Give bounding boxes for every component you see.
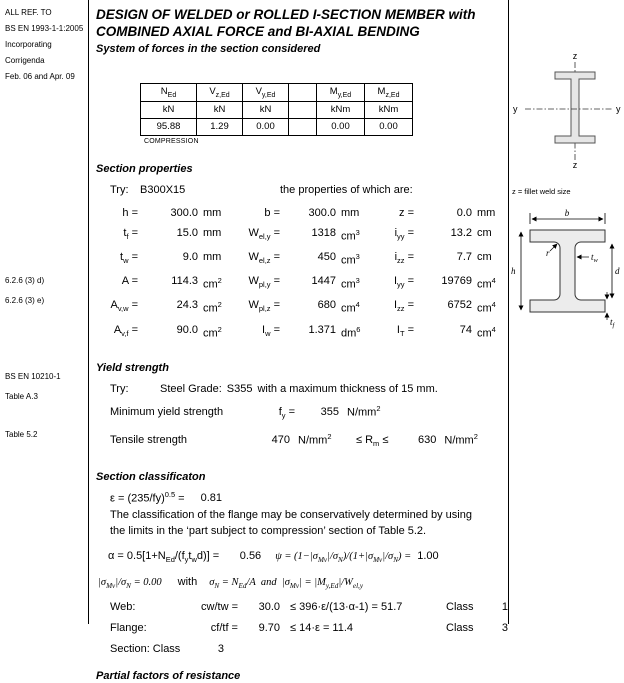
sigma-ratio: $|\sigma_{Mv}|/\sigma_N = 0.00$ xyxy=(98,577,162,591)
force-value-cell[interactable]: 0.00 xyxy=(365,118,413,135)
grade-value[interactable]: S355 xyxy=(226,382,253,395)
prop-unit: mm xyxy=(203,226,222,239)
tensile-label: Tensile strength xyxy=(110,434,188,447)
prop-label: $i_{yy}$ = xyxy=(394,226,414,242)
prop-value: 13.2 xyxy=(450,226,472,239)
ref-clause: 6.2.6 (3) e) xyxy=(5,296,45,305)
forces-gap-cell xyxy=(289,84,317,102)
prop-value: 15.0 xyxy=(176,226,198,239)
tensile-high-unit: $N/mm^2$ xyxy=(444,431,478,447)
tf-label: $t_f$ xyxy=(610,317,615,329)
forces-gap-cell xyxy=(289,118,317,135)
class-word: Class xyxy=(446,622,474,635)
sigma-line xyxy=(96,571,508,597)
thickness-text: with a maximum thickness of 15 mm. xyxy=(257,382,438,395)
main-content xyxy=(96,6,508,683)
y-axis-right-label: y xyxy=(616,104,621,114)
prop-label: $W_{pl,y}$ = xyxy=(248,275,280,290)
sigma-definitions: $\sigma_N = N_{Ed}/A$ and $|\sigma_{Mv}| = |M_{y,Ed}|/W_{el,y}$ xyxy=(209,577,363,591)
rm-bounds: ≤ $R_m$ ≤ xyxy=(356,434,389,449)
prop-label: $I_T$ = xyxy=(396,323,414,338)
prop-unit: $cm^2$ xyxy=(203,276,222,291)
force-header: $M_{z,Ed}$ xyxy=(365,84,413,102)
diagram-column xyxy=(509,0,624,624)
prop-value: 0.0 xyxy=(456,206,472,219)
prop-unit: cm xyxy=(477,251,492,264)
prop-label: $t_f$ = xyxy=(123,226,138,242)
web-class-value: 1 xyxy=(501,601,508,614)
min-yield-line xyxy=(96,399,508,427)
note-text: the limits in the ‘part subject to compression’ section of Table 5.2. xyxy=(110,525,427,538)
section-class-value: 3 xyxy=(217,643,224,656)
i-section-outline xyxy=(555,72,595,143)
prop-label: b = xyxy=(264,206,280,219)
ref-table: Table 5.2 xyxy=(5,430,38,439)
alpha-value: 0.56 xyxy=(239,550,262,563)
prop-label: $i_{zz}$ = xyxy=(394,251,414,266)
ref-note: Corrigenda xyxy=(5,56,45,65)
flange-class-value: 3 xyxy=(501,622,508,635)
web-limit: ≤ 396·ε/(13·α-1) = 51.7 xyxy=(290,601,403,614)
force-value-cell[interactable]: 0.00 xyxy=(317,118,365,135)
ref-note: Feb. 06 and Apr. 09 xyxy=(5,72,75,81)
prop-unit: mm xyxy=(203,206,222,219)
prop-unit: mm xyxy=(203,251,222,264)
tw-label: $t_w$ xyxy=(591,252,598,264)
prop-label: $I_w$ = xyxy=(262,323,280,338)
alpha-formula: $\alpha = 0.5[1+N_{Ed}/(f_yt_wd)]$ = xyxy=(108,550,220,565)
prop-label: h = xyxy=(122,206,138,219)
tensile-low-value: 470 xyxy=(271,434,290,447)
i-section-outline xyxy=(530,230,605,312)
forces-values-row xyxy=(141,118,413,135)
classification-note-1 xyxy=(96,507,508,523)
force-header: $N_{Ed}$ xyxy=(141,84,197,102)
prop-label: $W_{el,y}$ = xyxy=(248,226,280,242)
column-divider-left xyxy=(88,0,89,624)
tensile-low-unit: $N/mm^2$ xyxy=(298,431,332,447)
prop-unit: $cm^3$ xyxy=(341,252,360,267)
section-class-line xyxy=(96,639,508,660)
psi-formula: $\psi = (1-|\sigma_{Mv}|/\sigma_N)/(1+|\sigma_{Mv}|/\sigma_N)$ = xyxy=(275,551,412,565)
compression-note: COMPRESSION xyxy=(144,137,199,145)
force-unit: kN xyxy=(197,101,243,118)
prop-unit: $cm^4$ xyxy=(477,276,496,291)
z-axis-bottom-label: z xyxy=(572,160,578,170)
prop-label: $I_{zz}$ = xyxy=(393,299,414,314)
ref-note: Incorporating xyxy=(5,40,52,49)
force-value-cell[interactable]: 1.29 xyxy=(197,118,243,135)
force-header: $M_{y,Ed}$ xyxy=(317,84,365,102)
ref-clause: 6.2.6 (3) d) xyxy=(5,276,45,285)
flange-ratio-value: 9.70 xyxy=(258,622,280,635)
h-dimension-label: h xyxy=(511,266,516,276)
prop-label: z = xyxy=(399,206,414,219)
forces-header-row xyxy=(141,84,413,102)
prop-value: 450 xyxy=(317,251,336,264)
force-value-cell[interactable]: 0.00 xyxy=(243,118,289,135)
epsilon-value: 0.81 xyxy=(200,492,223,505)
prop-label: $W_{el,z}$ = xyxy=(248,251,280,266)
prop-unit: $cm^4$ xyxy=(477,300,496,316)
flange-ratio-label: cf/tf = xyxy=(210,622,238,635)
ref-table: Table A.3 xyxy=(5,392,38,401)
d-dimension-label: d xyxy=(615,266,620,276)
prop-label: $W_{pl,z}$ = xyxy=(248,299,280,314)
prop-unit: cm xyxy=(477,226,492,239)
prop-value: 19769 xyxy=(441,275,472,288)
classification-note-2 xyxy=(96,523,508,539)
props-note: the properties of which are: xyxy=(280,183,413,196)
page-title-line2: COMBINED AXIAL FORCE and BI-AXIAL BENDING xyxy=(96,24,420,39)
section-properties-grid xyxy=(96,203,508,344)
force-header: $V_{z,Ed}$ xyxy=(197,84,243,102)
with-word: with xyxy=(177,576,198,589)
prop-unit: $dm^6$ xyxy=(341,324,361,340)
section-class-label: Section: Class xyxy=(110,643,181,656)
prop-unit: $cm^4$ xyxy=(477,324,496,340)
fy-symbol: $f_y$ = xyxy=(278,406,295,421)
web-class-line xyxy=(96,597,508,618)
prop-unit: $cm^2$ xyxy=(203,324,222,340)
prop-unit: mm xyxy=(341,206,360,219)
prop-unit: mm xyxy=(477,206,496,219)
ref-standard: BS EN 10210-1 xyxy=(5,372,61,381)
try-line xyxy=(96,180,508,200)
epsilon-line xyxy=(96,486,508,508)
prop-value: 1.371 xyxy=(308,323,336,336)
prop-value: 9.0 xyxy=(182,251,198,264)
fy-value: 355 xyxy=(320,406,339,419)
try-label: Try: xyxy=(110,183,129,196)
prop-value: 114.3 xyxy=(171,275,198,288)
note-text: The classification of the flange may be conservatively determined by using xyxy=(110,509,472,522)
yield-strength-heading: Yield strength xyxy=(96,361,169,374)
forces-gap-cell xyxy=(289,101,317,118)
tensile-high-value: 630 xyxy=(418,434,437,447)
prop-label: A = xyxy=(121,275,138,288)
web-ratio-value: 30.0 xyxy=(258,601,280,614)
prop-value: 90.0 xyxy=(176,323,198,336)
prop-label: $t_w$ = xyxy=(120,251,138,266)
z-axis-top-label: z xyxy=(572,51,578,61)
web-label: Web: xyxy=(110,601,136,614)
prop-unit: $cm^3$ xyxy=(341,276,360,291)
grade-label: Steel Grade: xyxy=(160,382,222,395)
prop-unit: $cm^3$ xyxy=(341,227,360,243)
partial-factors-heading: Partial factors of resistance xyxy=(96,670,241,683)
section-properties-heading: Section properties xyxy=(96,162,193,175)
prop-unit: $cm^2$ xyxy=(203,300,222,316)
prop-value: 6752 xyxy=(447,299,472,312)
alpha-psi-line xyxy=(96,545,508,571)
forces-table xyxy=(140,83,413,136)
prop-label: $A_{v,w}$ = xyxy=(110,299,138,314)
try-label: Try: xyxy=(110,382,129,395)
fillet-radius-label: r xyxy=(546,248,550,258)
min-yield-label: Minimum yield strength xyxy=(110,406,224,419)
psi-value: 1.00 xyxy=(417,550,439,563)
axes-section-diagram xyxy=(509,48,624,170)
prop-unit: $cm^4$ xyxy=(341,300,360,316)
flange-label: Flange: xyxy=(110,622,147,635)
force-value-cell[interactable]: 95.88 xyxy=(141,118,197,135)
force-unit: kN xyxy=(141,101,197,118)
y-axis-left-label: y xyxy=(513,104,518,114)
prop-value: 680 xyxy=(317,299,336,312)
force-unit: kNm xyxy=(317,101,365,118)
prop-label: $A_{v,f}$ = xyxy=(113,323,138,338)
prop-value: 74 xyxy=(459,323,472,336)
prop-value: 300.0 xyxy=(170,206,198,219)
prop-label: $I_{yy}$ = xyxy=(393,275,414,290)
forces-units-row xyxy=(141,101,413,118)
flange-limit: ≤ 14·ε = 11.4 xyxy=(290,622,354,635)
force-header: $V_{y,Ed}$ xyxy=(243,84,289,102)
forces-subtitle: System of forces in the section considered xyxy=(96,43,321,55)
prop-value: 24.3 xyxy=(176,299,198,312)
tensile-line xyxy=(96,427,508,455)
prop-value: 1447 xyxy=(311,275,336,288)
ref-note: ALL REF. TO xyxy=(5,8,52,17)
steel-grade-line xyxy=(96,379,508,399)
page-title-line1: DESIGN OF WELDED or ROLLED I-SECTION MEMBER with xyxy=(96,7,476,22)
classification-heading: Section classificaton xyxy=(96,470,206,483)
epsilon-formula: $\varepsilon = (235/fy)^{0.5}$ = xyxy=(110,489,185,505)
section-designation[interactable]: B300X15 xyxy=(140,183,186,196)
web-ratio-label: cw/tw = xyxy=(201,601,238,614)
dimensioned-section-diagram xyxy=(510,208,624,334)
flange-class-line xyxy=(96,618,508,639)
b-dimension-label: b xyxy=(564,208,570,218)
weld-size-note: z = fillet weld size xyxy=(512,187,571,196)
prop-value: 7.7 xyxy=(456,251,472,264)
force-unit: kNm xyxy=(365,101,413,118)
fy-unit: $N/mm^2$ xyxy=(347,403,381,419)
ref-note: BS EN 1993-1-1:2005 xyxy=(5,24,84,33)
prop-value: 1318 xyxy=(311,226,336,239)
prop-value: 300.0 xyxy=(308,206,336,219)
r-leader-line xyxy=(550,244,557,251)
class-word: Class xyxy=(446,601,474,614)
force-unit: kN xyxy=(243,101,289,118)
